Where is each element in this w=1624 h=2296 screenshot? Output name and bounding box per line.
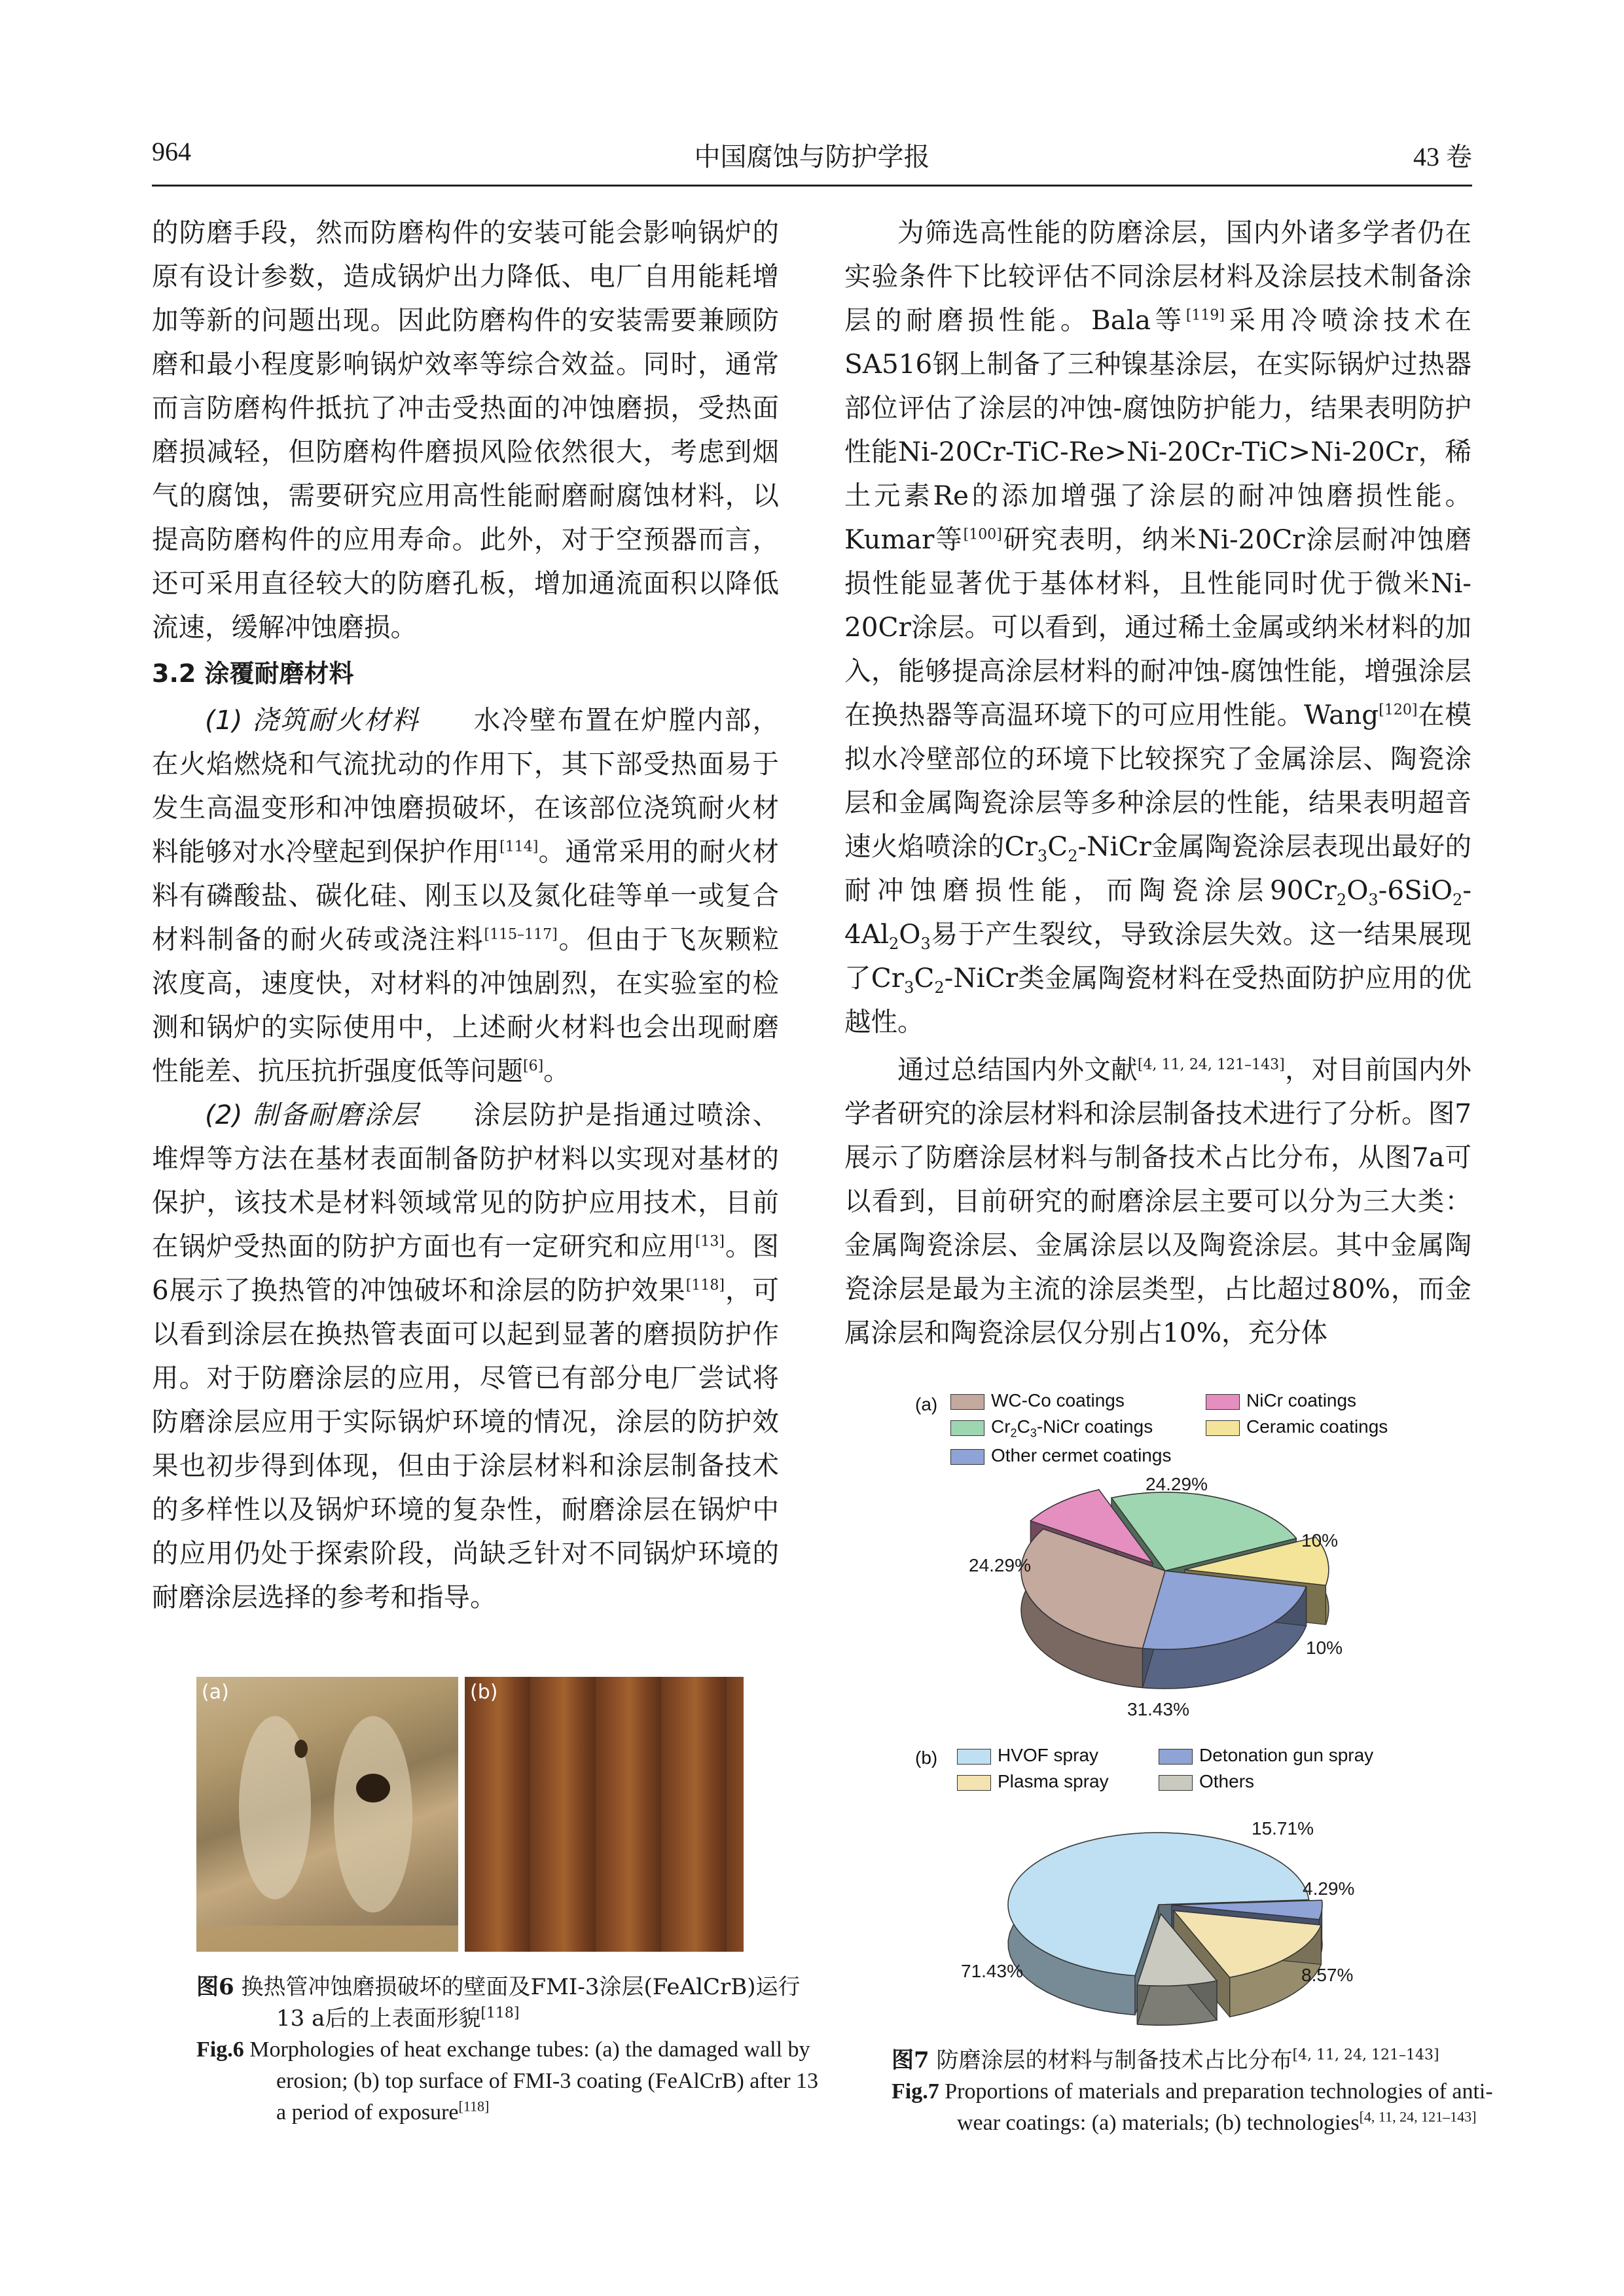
- panel-label-7a: (a): [915, 1394, 938, 1414]
- text-run: O: [1346, 874, 1369, 906]
- text-run: 。图6展示了换热管的冲蚀破坏和涂层的防护效果: [152, 1230, 779, 1306]
- text-run: 。通常采用的耐火材料有磷酸盐、碳化硅、刚玉以及氮化硅等单一或复合材料制备的耐火砖或浇注料: [152, 836, 779, 955]
- legend-item-nicr: [1206, 1390, 1356, 1411]
- text-run: -4Al: [844, 874, 1471, 950]
- text-run: -6SiO: [1378, 874, 1453, 906]
- text-run: 为筛选高性能的防磨涂层，国内外诸多学者仍在实验条件下比较评估不同涂层材料及涂层技术制备涂层的耐磨损性能。Bala等: [844, 217, 1471, 336]
- citation: [4, 11, 24, 121–143]: [1137, 1056, 1285, 1073]
- value-label-others: 8.57%: [1301, 1965, 1354, 1985]
- text-run: 采用冷喷涂技术在SA516钢上制备了三种镍基涂层，在实际锅炉过热器部位评估了涂层的冲蚀-腐蚀防护能力，结果表明防护性能Ni-20Cr-TiC-Re>Ni-20Cr-TiC>Ni-20Cr，稀土元素Re的添加增强了涂层的耐冲蚀磨损性能。Kumar等: [844, 304, 1471, 555]
- legend-label: Others: [1199, 1771, 1255, 1791]
- legend-item-cr2c3-nicr: [950, 1416, 1153, 1440]
- subscript: 2: [934, 978, 945, 997]
- right-column: [844, 211, 1471, 1355]
- value-label-ceramic: 10%: [1306, 1638, 1343, 1658]
- text-run: -NiCr金属陶瓷涂层表现出最好的耐冲蚀磨损性能，而陶瓷涂层90Cr: [844, 831, 1471, 906]
- legend-label-part: C: [1017, 1416, 1030, 1437]
- photo-damaged-wall: [196, 1677, 458, 1952]
- legend-item-other-cermet: [950, 1445, 1171, 1466]
- text-run: 。: [543, 1055, 570, 1086]
- text-run: 易于产生裂纹，导致涂层失效。这一结果展现了Cr: [844, 918, 1471, 994]
- legend-item-detonation: [1159, 1745, 1373, 1766]
- value-label-nicr: 10%: [1301, 1530, 1339, 1551]
- caption-text: Proportions of materials and preparation technologies of anti-wear coatings: (a) materials; (b) technologies: [945, 2079, 1493, 2135]
- value-label-cr2c3-nicr: 24.29%: [969, 1555, 1031, 1575]
- text-run: C: [1047, 831, 1068, 862]
- subscript: 3: [1030, 1426, 1037, 1440]
- left-column: [152, 211, 779, 1619]
- legend-swatch: [1159, 1749, 1193, 1765]
- citation: [4, 11, 24, 121–143]: [1359, 2108, 1477, 2125]
- text-run: 。但由于飞灰颗粒浓度高，速度快，对材料的冲蚀剧烈，在实验室的检测和锅炉的实际使用中，上述耐火材料也会出现耐磨性能差、抗压抗折强度低等问题: [152, 924, 780, 1086]
- paragraph: [152, 1093, 779, 1619]
- value-label-other-cermet: 24.29%: [1146, 1474, 1208, 1494]
- citation: [6]: [523, 1058, 544, 1075]
- header-rule: [152, 185, 1472, 187]
- value-label-plasma: 15.71%: [1252, 1818, 1314, 1839]
- legend-label: Detonation gun spray: [1199, 1745, 1374, 1765]
- caption-text: 换热管冲蚀磨损破坏的壁面及FMI-3涂层(FeAlCrB)运行13 a后的上表面形貌: [241, 1974, 801, 2032]
- page-number: 964: [152, 137, 191, 166]
- text-run: 在模拟水冷壁部位的环境下比较探究了金属涂层、陶瓷涂层和金属陶瓷涂层等多种涂层的性能，结果表明超音速火焰喷涂的Cr: [844, 699, 1472, 862]
- text-run: 通过总结国内外文献: [897, 1054, 1138, 1085]
- paragraph: 的防磨手段，然而防磨构件的安装可能会影响锅炉的原有设计参数，造成锅炉出力降低、电厂自用能耗增加等新的问题出现。因此防磨构件的安装需要兼顾防磨和最小程度影响锅炉效率等综合效益。同时，通常而言防磨构件抵抗了冲击受热面的冲蚀磨损，受热面磨损减轻，但防磨构件磨损风险依然很大，考虑到烟气的腐蚀，需要研究应用高性能耐磨耐腐蚀材料，以提高防磨构件的应用寿命。此外，对于空预器而言，还可采用直径较大的防磨孔板，增加通流面积以降低流速，缓解冲蚀磨损。: [152, 217, 779, 643]
- panel-label-7b: (b): [915, 1748, 938, 1768]
- caption-label: 图7: [892, 2047, 929, 2073]
- panel-label-b: (b): [470, 1681, 498, 1704]
- caption-label: Fig.6: [196, 2037, 244, 2062]
- photo-coating-surface: [465, 1677, 744, 1952]
- value-label-hvof: 71.43%: [961, 1961, 1023, 1981]
- legend-label-part: -NiCr coatings: [1036, 1416, 1153, 1437]
- figure-6-caption-zh: [196, 1971, 826, 2034]
- item-heading: (1) 浇筑耐火材料: [205, 704, 420, 736]
- volume-number: 43 卷: [1413, 142, 1472, 171]
- citation: [100]: [963, 526, 1002, 543]
- subscript: 3: [1368, 891, 1379, 910]
- citation: [4, 11, 24, 121–143]: [1292, 2047, 1439, 2064]
- text-run: -NiCr类金属陶瓷材料在受热面防护应用的优越性。: [844, 962, 1471, 1037]
- citation: [115–117]: [484, 926, 558, 943]
- legend-item-plasma: [957, 1771, 1109, 1792]
- panel-label-a: (a): [202, 1681, 229, 1704]
- citation: [118]: [685, 1277, 725, 1294]
- section-heading: 3.2 涂覆耐磨材料: [152, 659, 354, 688]
- legend-swatch: [950, 1449, 984, 1465]
- legend-label: Ceramic coatings: [1246, 1416, 1388, 1437]
- legend-label-part: Cr: [991, 1416, 1011, 1437]
- legend-swatch: [957, 1749, 991, 1765]
- legend-label: Other cermet coatings: [991, 1445, 1172, 1465]
- figure-6-caption-en: [196, 2034, 826, 2128]
- citation: [119]: [1185, 307, 1225, 324]
- figure-7-caption-en: [892, 2076, 1533, 2139]
- subscript: 3: [920, 935, 931, 954]
- caption-label: 图6: [196, 1974, 234, 2000]
- subscript: 2: [888, 935, 899, 954]
- citation: [114]: [499, 838, 539, 855]
- erosion-damage-shapes: [196, 1677, 458, 1952]
- paragraph: [844, 211, 1471, 1044]
- legend-label: WC-Co coatings: [991, 1390, 1125, 1410]
- text-run: 水冷壁布置在炉膛内部，在火焰燃烧和气流扰动的作用下，其下部受热面易于发生高温变形和冲蚀磨损破坏，在该部位浇筑耐火材料能够对水冷壁起到保护作用: [152, 704, 779, 867]
- text-run: O: [899, 918, 921, 950]
- text-run: ，对目前国内外学者研究的涂层材料和涂层制备技术进行了分析。图7展示了防磨涂层材料与制备技术占比分布，从图7a可以看到，目前研究的耐磨涂层主要可以分为三大类：金属陶瓷涂层、金属涂层以及陶瓷涂层。其中金属陶瓷涂层是最为主流的涂层类型，占比超过80%，而金属涂层和陶瓷涂层仅分别占10%，充分体: [844, 1054, 1472, 1348]
- figure-6: [196, 1677, 744, 1952]
- item-heading: (2) 制备耐磨涂层: [205, 1099, 420, 1130]
- caption-text: Morphologies of heat exchange tubes: (a) the damaged wall by erosion; (b) top surface of FMI-3 coating (FeAlCrB) after 13 a period of exposure: [249, 2037, 819, 2125]
- journal-title: 中国腐蚀与防护学报: [694, 142, 930, 172]
- legend-item-ceramic: [1206, 1416, 1388, 1437]
- subscript: 2: [1453, 891, 1463, 910]
- citation: [118]: [458, 2098, 490, 2115]
- subscript: 3: [904, 978, 914, 997]
- subscript: 3: [1037, 847, 1048, 866]
- citation: [13]: [695, 1233, 725, 1250]
- text-run: 研究表明，纳米Ni-20Cr涂层耐冲蚀磨损性能显著优于基体材料，且性能同时优于微米Ni-20Cr涂层。可以看到，通过稀土金属或纳米材料的加入，能够提高涂层材料的耐冲蚀-腐蚀性能，增强涂层在换热器等高温环境下的可应用性能。Wang: [844, 524, 1471, 730]
- citation: [120]: [1379, 702, 1418, 719]
- legend-swatch: [950, 1394, 984, 1410]
- subscript: 2: [1336, 891, 1347, 910]
- legend-swatch: [957, 1775, 991, 1791]
- legend-item-hvof: [957, 1745, 1098, 1766]
- legend-label: NiCr coatings: [1246, 1390, 1357, 1410]
- citation: [118]: [480, 2005, 520, 2022]
- pie-chart-materials: [995, 1473, 1362, 1721]
- caption-label: Fig.7: [892, 2079, 939, 2104]
- text-run: 涂层防护是指通过喷涂、堆焊等方法在基材表面制备防护材料以实现对基材的保护，该技术是材料领域常见的防护应用技术，目前在锅炉受热面的防护方面也有一定研究和应用: [152, 1099, 779, 1262]
- figure-7-caption-zh: [892, 2045, 1468, 2076]
- legend-item-wc-co: [950, 1390, 1125, 1411]
- value-label-wc-co: 31.43%: [1127, 1699, 1189, 1719]
- legend-swatch: [950, 1420, 984, 1436]
- legend-item-others: [1159, 1771, 1254, 1792]
- legend-label: Plasma spray: [998, 1771, 1109, 1791]
- paragraph: [844, 1048, 1471, 1355]
- legend-label: HVOF spray: [998, 1745, 1099, 1765]
- paragraph: [152, 698, 779, 1093]
- legend-swatch: [1159, 1775, 1193, 1791]
- subscript: 2: [1010, 1426, 1017, 1440]
- legend-swatch: [1206, 1420, 1240, 1436]
- pie-chart-technologies: [988, 1813, 1355, 2036]
- text-run: C: [914, 962, 935, 994]
- caption-text: 防磨涂层的材料与制备技术占比分布: [936, 2047, 1293, 2073]
- legend-swatch: [1206, 1394, 1240, 1410]
- subscript: 2: [1068, 847, 1078, 866]
- value-label-detonation: 4.29%: [1303, 1878, 1355, 1899]
- text-run: ，可以看到涂层在换热管表面可以起到显著的磨损防护作用。对于防磨涂层的应用，尽管已有部分电厂尝试将防磨涂层应用于实际锅炉环境的情况，涂层的防护效果也初步得到体现，但由于涂层材料和涂层制备技术的多样性以及锅炉环境的复杂性，耐磨涂层在锅炉中的应用仍处于探索阶段，尚缺乏针对不同锅炉环境的耐磨涂层选择的参考和指导。: [152, 1274, 779, 1613]
